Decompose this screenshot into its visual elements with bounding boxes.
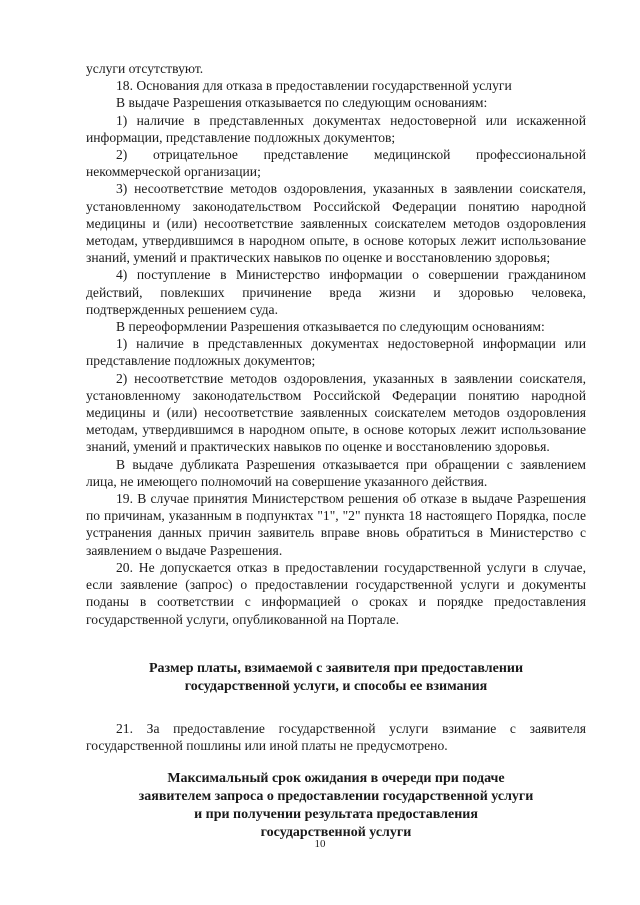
paragraph: В переоформлении Разрешения отказывается по следующим основаниям: [116, 319, 545, 335]
paragraph: 1) наличие в представленных документах недостоверной или искаженной информации, представление подложных документов; [86, 112, 586, 145]
paragraph: 21. За предоставление государственной услуги взимание с заявителя государственной пошлины или иной платы не предусмотрено. [86, 721, 586, 754]
heading-line: Размер платы, взимаемой с заявителя при предоставлении [148, 661, 524, 676]
paragraph: В выдаче Разрешения отказывается по следующим основаниям: [116, 95, 488, 111]
paragraph-21-block [86, 720, 586, 754]
paragraph: 2) отрицательное представление медицинской профессиональной некоммерческой организации; [86, 147, 586, 180]
section-heading-fee [86, 660, 586, 696]
heading-line: государственной услуги, и способы ее взимания [184, 679, 488, 694]
paragraph: 4) поступление в Министерство информации о совершении гражданином действий, повлекших причинение вреда жизни и здоровью человека, подтвержденных решением суда. [86, 267, 586, 317]
section-heading-queue [86, 770, 586, 842]
paragraph: 2) несоответствие методов оздоровления, указанных в заявлении соискателя, установленному законодательством Российской Федерации понятию народной медицины и (или) несоответствие заявленных соискателем методов оздоровления методам, утвердившимся в народном опыте, в основе которых лежит использование знаний, умений и практических навыков по оценке и восстановлению здоровья. [86, 370, 586, 455]
paragraph: услуги отсутствуют. [86, 61, 204, 76]
paragraph: 3) несоответствие методов оздоровления, указанных в заявлении соискателя, установленному законодательством Российской Федерации понятию народной медицины и (или) несоответствие заявленных соискателем методов оздоровления методам, утвердившимся в народном опыте, в основе которых лежит использование знаний, умений и практических навыков по оценке и восстановлению здоровья; [86, 181, 586, 266]
body-text [86, 60, 586, 628]
paragraph: 1) наличие в представленных документах недостоверной информации или представление подложных документов; [86, 336, 586, 369]
heading-line: Максимальный срок ожидания в очереди при подаче [167, 771, 505, 786]
heading-line: заявителем запроса о предоставлении государственной услуги [138, 789, 534, 804]
heading-line: государственной услуги [260, 825, 412, 840]
paragraph: 20. Не допускается отказ в предоставлении государственной услуги в случае, если заявление (запрос) о предоставлении государственной услуги и документы поданы в соответствии с информацией о сроках и порядке предоставления государственной услуги, опубликованной на Портале. [86, 559, 586, 627]
paragraph: 19. В случае принятия Министерством решения об отказе в выдаче Разрешения по причинам, указанным в подпунктах "1", "2" пункта 18 настоящего Порядка, после устранения данных причин заявитель вправе вновь обратиться в Министерство с заявлением о выдаче Разрешения. [86, 491, 586, 558]
paragraph: 18. Основания для отказа в предоставлении государственной услуги [116, 78, 512, 94]
page-number: 10 [314, 838, 326, 850]
paragraph: В выдаче дубликата Разрешения отказывается при обращении с заявлением лица, не имеющего полномочий на совершение указанного действия. [86, 456, 586, 489]
heading-line: и при получении результата предоставления [194, 807, 478, 822]
